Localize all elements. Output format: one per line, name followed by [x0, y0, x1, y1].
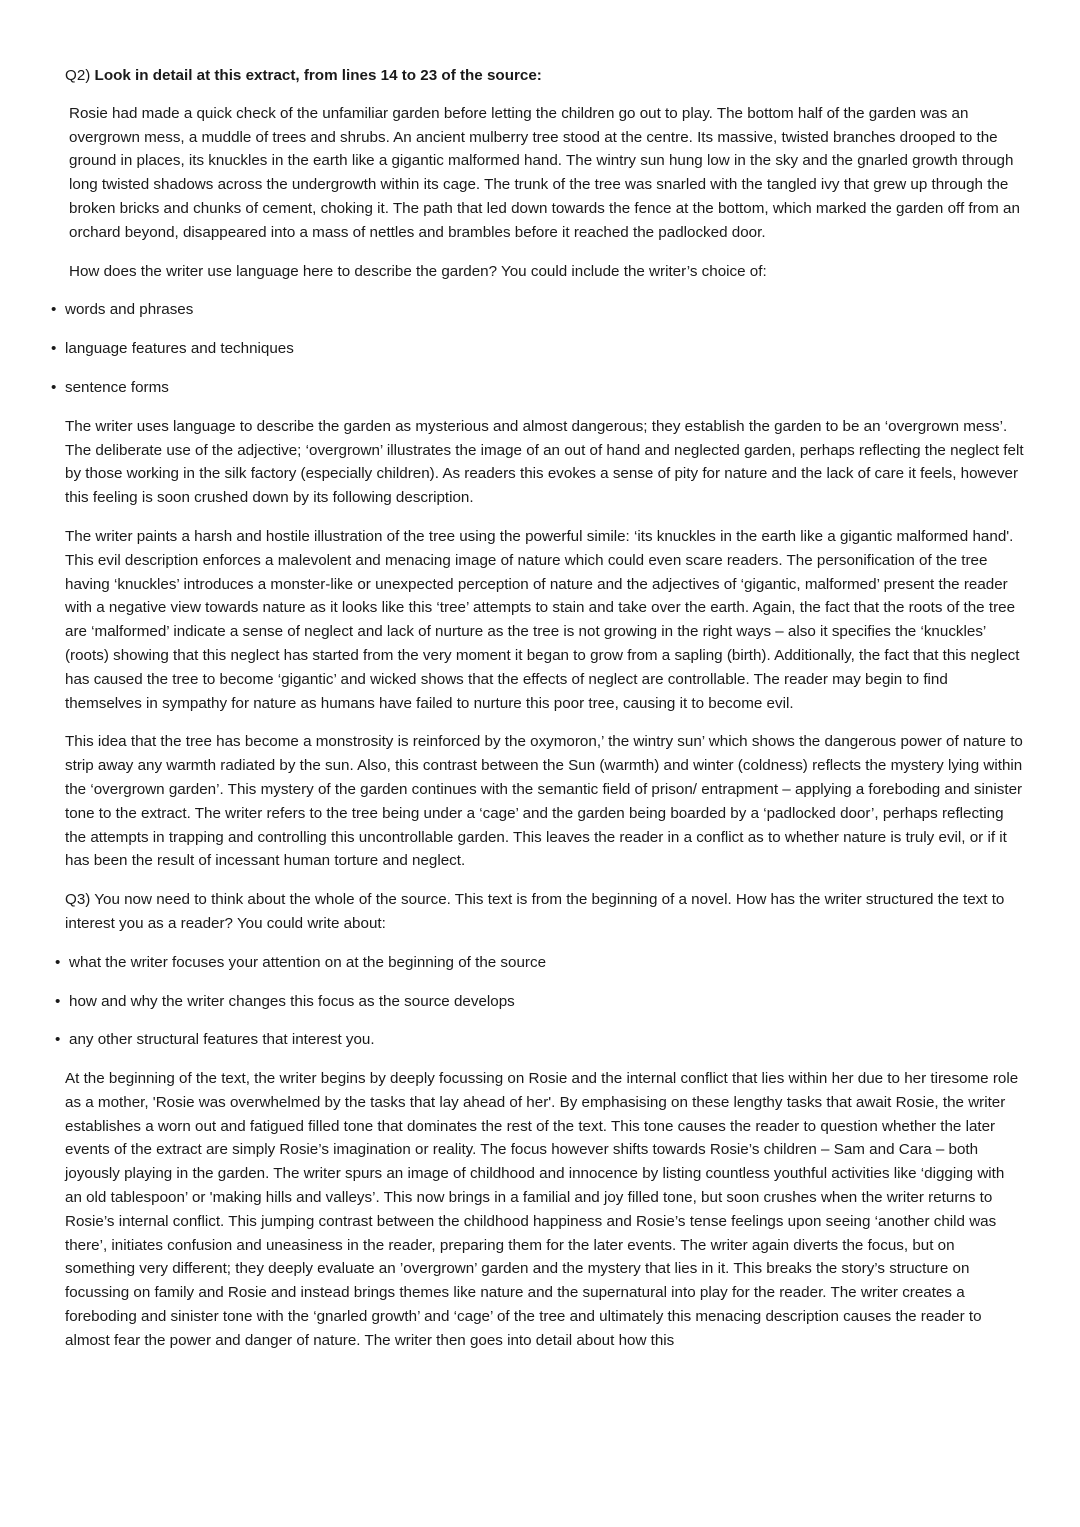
bullet-icon: •	[51, 301, 57, 319]
list-item: • what the writer focuses your attention on at the beginning of the source	[55, 951, 1025, 975]
bullet-icon: •	[55, 953, 61, 971]
q2-answer-paragraph-3: This idea that the tree has become a monstrosity is reinforced by the oxymoron,’ the wintry sun’ which shows the dangerous power of nature to strip away any warmth radiated by the sun. Also, this contrast between the Sun (warmth) and winter (coldness) reflects the mystery lying within the ‘overgrown garden’. This mystery of the garden continues with the semantic field of prison/ entrapment – applying a foreboding and sinister tone to the extract. The writer refers to the tree being under a ‘cage’ and the garden being boarded by a ‘padlocked door’, perhaps reflecting the attempts in trapping and controlling this uncontrollable garden. This leaves the reader in a conflict as to whether nature is truly evil, or if it has been the result of incessant human torture and neglect.	[65, 733, 1023, 870]
list-item: • words and phrases	[51, 298, 1025, 322]
bullet-icon: •	[51, 378, 57, 396]
q2-number: Q2)	[65, 67, 95, 84]
q2-prompt: How does the writer use language here to describe the garden? You could include the writer’s choice of:	[69, 262, 767, 280]
document-page	[51, 64, 1025, 1368]
q3-answer-paragraph: At the beginning of the text, the writer begins by deeply focussing on Rosie and the internal conflict that lies within her due to her tiresome role as a mother, 'Rosie was overwhelmed by the tasks that lay ahead of her'. By emphasising on these lengthy tasks that await Rosie, the writer establishes a worn out and fatigued filled tone that dominates the rest of the text. This tone causes the reader to question whether the later events of the extract are simply Rosie’s imagination or reality. The focus however shifts towards Rosie’s children – Sam and Cara – both joyously playing in the garden. The writer spurs an image of childhood and innocence by listing countless youthful activities like ‘digging with an old tablespoon’ or 'making hills and valleys’. This now brings in a familial and joy filled tone, but soon crushes when the writer returns to Rosie’s internal conflict. This jumping contrast between the childhood happiness and Rosie’s tense feelings upon seeing ‘another child was there’, initiates confusion and uneasiness in the reader, preparing them for the later events. The writer again diverts the focus, but on something very different; they deeply evaluate an ’overgrown’ garden and the mystery that lies in it. This breaks the story’s structure on focussing on family and Rosie and instead brings themes like nature and the supernatural into play for the reader. The writer creates a foreboding and sinister tone with the ‘gnarled growth’ and ‘cage’ of the tree and ultimately this menacing description causes the reader to almost fear the power and danger of nature. The writer then goes into detail about how this	[65, 1070, 1019, 1349]
bullet-icon: •	[51, 340, 57, 358]
bullet-icon: •	[55, 992, 61, 1010]
q3-bullet-list	[55, 951, 1025, 1052]
q2-bullet-list	[51, 298, 1025, 399]
list-item: • language features and techniques	[51, 337, 1025, 361]
q2-answer-paragraph-2: The writer paints a harsh and hostile illustration of the tree using the powerful simile: ‘its knuckles in the earth like a gigantic malformed hand'. This evil description enforces a malevolent and menacing image of nature which could even scare readers. The personification of the tree having ‘knuckles’ introduces a monster-like or unexpected perception of nature and the adjectives of ‘gigantic, malformed’ present the reader with a negative view towards nature as it looks like this ‘tree’ attempts to stain and take over the earth. Again, the fact that the roots of the tree are ‘malformed’ indicate a sense of neglect and lack of nurture as the tree is not growing in the right ways – also it specifies the ‘knuckles’ (roots) showing that this neglect has started from the very moment it began to grow from a sapling (birth). Additionally, the fact that this neglect has caused the tree to become ‘gigantic’ and wicked shows that the effects of neglect are controllable. The reader may begin to find themselves in sympathy for nature as humans have failed to nurture this poor tree, causing it to become evil.	[65, 527, 1020, 712]
q2-heading	[65, 64, 1025, 88]
q3-question: Q3) You now need to think about the whole of the source. This text is from the beginning of a novel. How has the writer structured the text to interest you as a reader? You could write about:	[65, 891, 1005, 932]
bullet-icon: •	[55, 1031, 61, 1049]
q2-answer-paragraph-1: The writer uses language to describe the garden as mysterious and almost dangerous; they establish the garden to be an ‘overgrown mess’. The deliberate use of the adjective; ‘overgrown’ illustrates the image of an out of hand and neglected garden, perhaps reflecting the neglect felt by those working in the silk factory (especially children). As readers this evokes a sense of pity for nature and the lack of care it feels, however this feeling is soon crushed down by its following description.	[65, 417, 1024, 507]
q2-extract: Rosie had made a quick check of the unfamiliar garden before letting the children go out to play. The bottom half of the garden was an overgrown mess, a muddle of trees and shrubs. An ancient mulberry tree stood at the centre. Its massive, twisted branches drooped to the ground in places, its knuckles in the earth like a gigantic malformed hand. The wintry sun hung low in the sky and the gnarled growth through long twisted shadows across the undergrowth within its cage. The trunk of the tree was snarled with the tangled ivy that grew up through the broken bricks and chunks of cement, choking it. The path that led down towards the fence at the bottom, which marked the garden off from an orchard beyond, disappeared into a mass of nettles and brambles before it reached the padlocked door.	[69, 104, 1020, 241]
list-item: • any other structural features that interest you.	[55, 1028, 1025, 1052]
list-item: • how and why the writer changes this focus as the source develops	[55, 990, 1025, 1014]
list-item: • sentence forms	[51, 376, 1025, 400]
q2-heading-text: Look in detail at this extract, from lines 14 to 23 of the source:	[94, 67, 542, 84]
